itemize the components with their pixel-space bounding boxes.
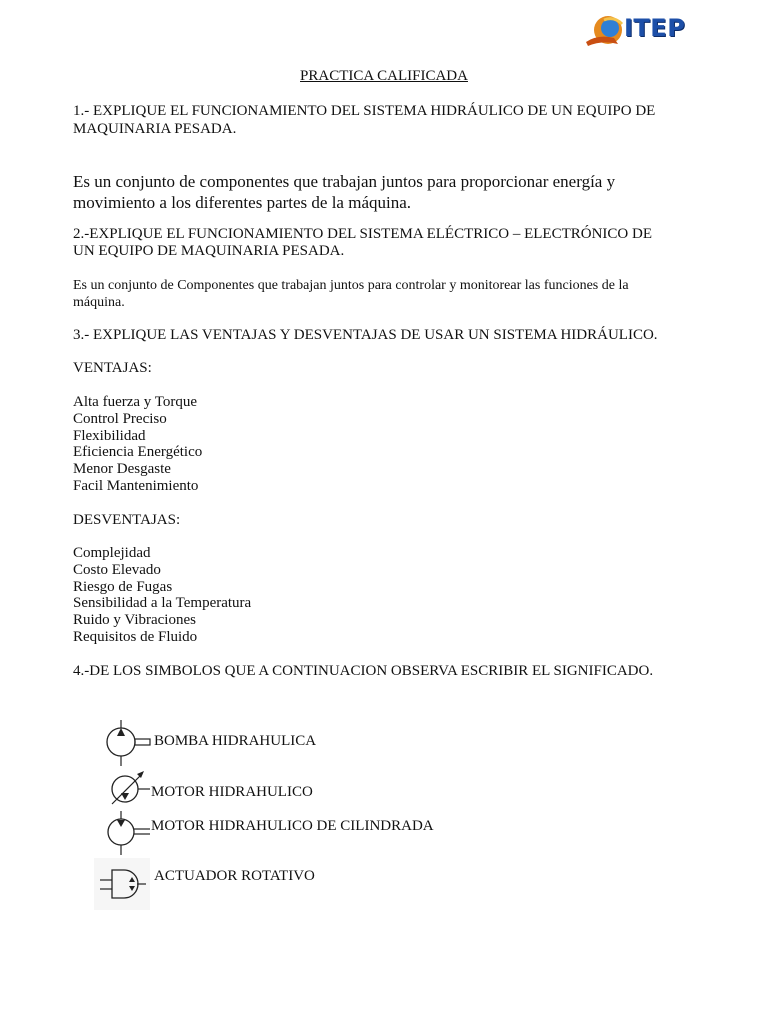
- list-item: Requisitos de Fluido: [73, 628, 198, 645]
- rotary-actuator-symbol-icon: [94, 858, 150, 910]
- desventajas-heading: DESVENTAJAS:: [73, 512, 181, 528]
- symbol-label-actuador: ACTUADOR ROTATIVO: [154, 868, 315, 884]
- hydraulic-pump-symbol-icon: [102, 718, 154, 768]
- list-item: Alta fuerza y Torque: [73, 394, 198, 410]
- list-item: Ruido y Vibraciones: [73, 612, 196, 629]
- answer-2-line-2: máquina.: [73, 295, 125, 310]
- list-item: Costo Elevado: [73, 561, 161, 578]
- symbol-label-motor: MOTOR HIDRAHULICO: [151, 784, 313, 800]
- desventajas-list: [73, 545, 251, 646]
- itep-logo: [584, 12, 710, 48]
- question-4: 4.-DE LOS SIMBOLOS QUE A CONTINUACION OBSERVA ESCRIBIR EL SIGNIFICADO.: [73, 663, 654, 679]
- list-item: Sensibilidad a la Temperatura: [73, 595, 252, 612]
- question-3: 3.- EXPLIQUE LAS VENTAJAS Y DESVENTAJAS DE USAR UN SISTEMA HIDRÁULICO.: [73, 327, 658, 343]
- logo-globe-icon: [584, 12, 626, 48]
- question-2-line-1: 2.-EXPLIQUE EL FUNCIONAMIENTO DEL SISTEMA ELÉCTRICO – ELECTRÓNICO DE: [73, 226, 652, 242]
- answer-1-line-1: Es un conjunto de componentes que trabajan juntos para proporcionar energía y: [73, 172, 616, 191]
- list-item: Complejidad: [73, 545, 151, 561]
- list-item: Flexibilidad: [73, 427, 146, 444]
- variable-hydraulic-motor-symbol-icon: [106, 768, 152, 808]
- hydraulic-motor-symbol-icon: [102, 810, 152, 856]
- ventajas-list: [73, 394, 202, 495]
- question-1-line-2: MAQUINARIA PESADA.: [73, 121, 237, 137]
- symbol-label-bomba: BOMBA HIDRAHULICA: [154, 733, 317, 749]
- page-title: PRACTICA CALIFICADA: [300, 68, 468, 84]
- list-item: Facil Mantenimiento: [73, 477, 199, 494]
- question-1-line-1: 1.- EXPLIQUE EL FUNCIONAMIENTO DEL SISTEMA HIDRÁULICO DE UN EQUIPO DE: [73, 103, 656, 119]
- logo-text: ITEP: [624, 14, 686, 42]
- answer-2-line-1: Es un conjunto de Componentes que trabajan juntos para controlar y monitorear las funciones de la: [73, 278, 629, 293]
- list-item: Menor Desgaste: [73, 461, 171, 478]
- list-item: Riesgo de Fugas: [73, 578, 173, 595]
- list-item: Control Preciso: [73, 410, 167, 427]
- ventajas-heading: VENTAJAS:: [73, 360, 152, 376]
- symbol-label-motor-cilindrada: MOTOR HIDRAHULICO DE CILINDRADA: [151, 818, 434, 834]
- list-item: Eficiencia Energético: [73, 444, 203, 461]
- answer-1-line-2: movimiento a los diferentes partes de la máquina.: [73, 193, 412, 212]
- question-2-line-2: UN EQUIPO DE MAQUINARIA PESADA.: [73, 243, 345, 259]
